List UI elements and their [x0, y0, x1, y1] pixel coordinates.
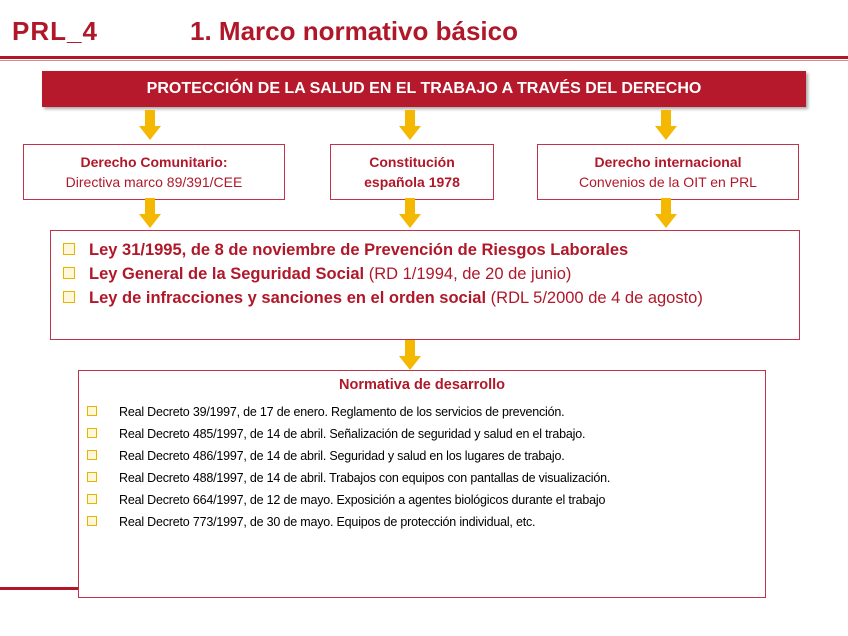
down-arrow-icon — [655, 198, 677, 228]
source-box-international — [537, 144, 799, 200]
law-detail: (RD 1/1994, de 20 de junio) — [364, 265, 572, 283]
title-divider — [0, 56, 848, 59]
title-divider-shadow — [0, 60, 848, 61]
slide-code: PRL_4 — [12, 16, 98, 46]
down-arrow-icon — [399, 198, 421, 228]
list-item-text: Real Decreto 773/1997, de 30 de mayo. Equipos de protección individual, etc. — [119, 515, 536, 529]
list-item — [87, 471, 610, 485]
law-item — [63, 265, 571, 284]
checkbox-bullet-icon — [87, 450, 97, 460]
checkbox-bullet-icon — [63, 291, 75, 303]
checkbox-bullet-icon — [87, 472, 97, 482]
law-item — [63, 289, 703, 308]
list-item — [87, 405, 564, 419]
down-arrow-icon — [399, 340, 421, 370]
development-box — [78, 370, 766, 598]
development-title: Normativa de desarrollo — [339, 377, 505, 393]
main-banner: PROTECCIÓN DE LA SALUD EN EL TRABAJO A TRAVÉS DEL DERECHO — [42, 71, 806, 107]
source-international-detail: Convenios de la OIT en PRL — [579, 174, 757, 190]
list-item-text: Real Decreto 488/1997, de 14 de abril. Trabajos con equipos con pantallas de visualización. — [119, 471, 611, 485]
slide-title: 1. Marco normativo básico — [190, 16, 518, 46]
checkbox-bullet-icon — [87, 406, 97, 416]
down-arrow-icon — [139, 198, 161, 228]
checkbox-bullet-icon — [63, 243, 75, 255]
list-item — [87, 449, 565, 463]
checkbox-bullet-icon — [87, 494, 97, 504]
source-constitution-title: Constitución — [369, 154, 455, 170]
checkbox-bullet-icon — [63, 267, 75, 279]
law-item — [63, 241, 628, 260]
law-title: Ley de infracciones y sanciones en el orden social — [89, 289, 487, 307]
list-item — [87, 515, 535, 529]
source-eu-title: Derecho Comunitario: — [80, 154, 228, 170]
list-item-text: Real Decreto 664/1997, de 12 de mayo. Exposición a agentes biológicos durante el trabajo — [119, 493, 606, 507]
down-arrow-icon — [139, 110, 161, 140]
down-arrow-icon — [655, 110, 677, 140]
list-item-text: Real Decreto 485/1997, de 14 de abril. Señalización de seguridad y salud en el trabajo. — [119, 427, 586, 441]
source-international-title: Derecho internacional — [594, 154, 742, 170]
source-constitution-detail: española 1978 — [364, 174, 460, 190]
down-arrow-icon — [399, 110, 421, 140]
list-item — [87, 493, 605, 507]
law-detail: (RDL 5/2000 de 4 de agosto) — [486, 289, 703, 307]
law-title: Ley 31/1995, de 8 de noviembre de Prevención de Riesgos Laborales — [89, 241, 629, 259]
laws-box — [50, 230, 800, 340]
source-box-eu — [23, 144, 285, 200]
list-item-text: Real Decreto 486/1997, de 14 de abril. Seguridad y salud en los lugares de trabajo. — [119, 449, 565, 463]
footer-divider — [0, 587, 78, 590]
list-item — [87, 427, 585, 441]
source-eu-detail: Directiva marco 89/391/CEE — [65, 174, 243, 190]
checkbox-bullet-icon — [87, 516, 97, 526]
list-item-text: Real Decreto 39/1997, de 17 de enero. Reglamento de los servicios de prevención. — [119, 405, 565, 419]
checkbox-bullet-icon — [87, 428, 97, 438]
law-title: Ley General de la Seguridad Social — [89, 265, 365, 283]
source-box-constitution — [330, 144, 494, 200]
